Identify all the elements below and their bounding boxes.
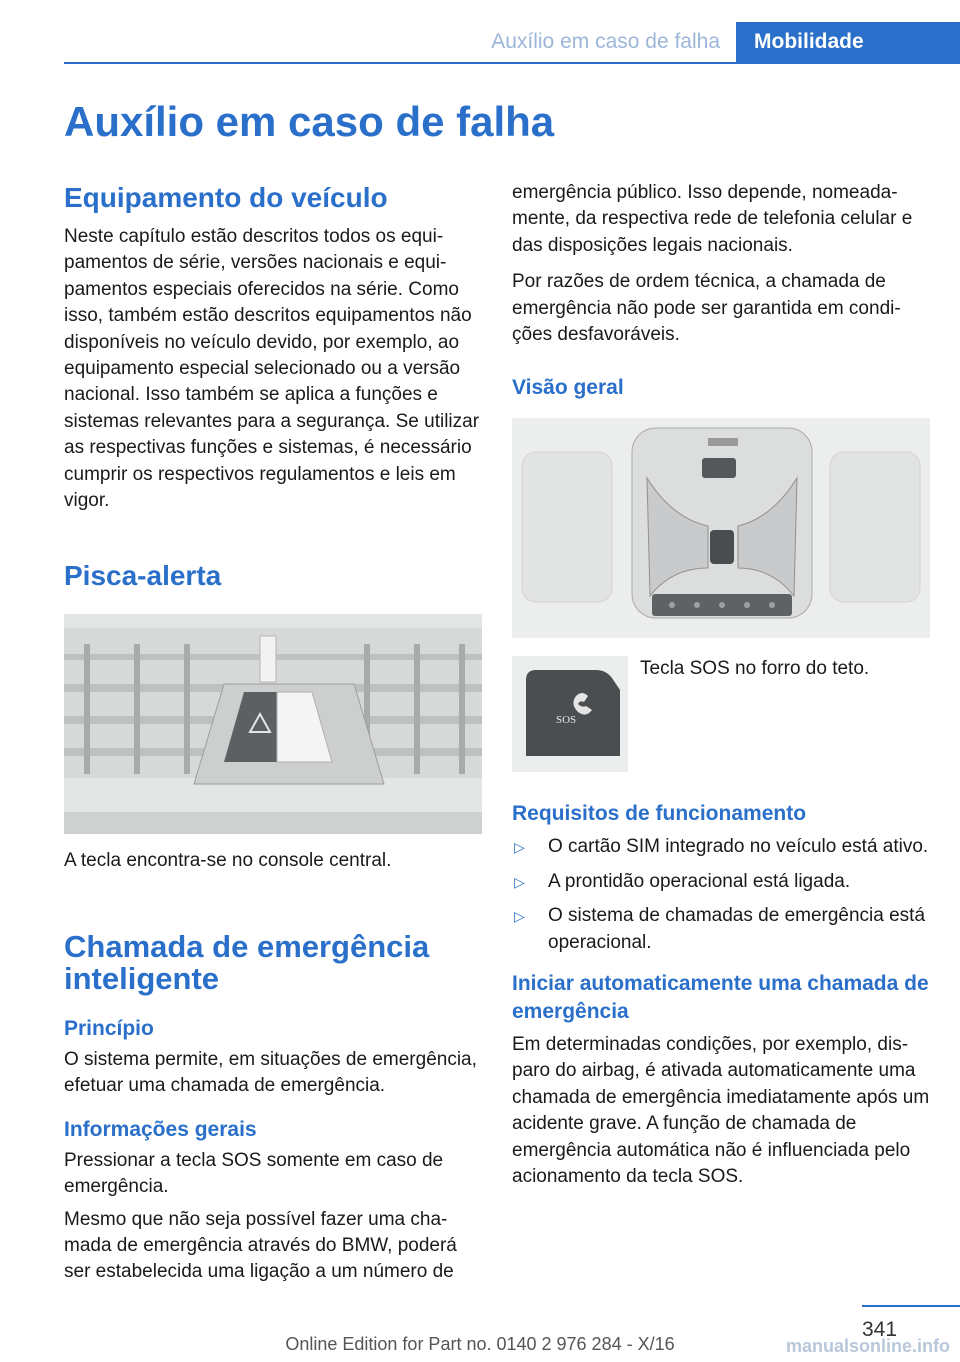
sos-button-image (512, 656, 628, 772)
paragraph-continuation: emergência público. Isso depende, nomeadamente, da respectiva rede de telefonia celular e das disposições legais nacionais. (512, 182, 913, 256)
paragraph-info-1: Pressionar a tecla SOS somente em caso de emergência. (64, 1149, 444, 1198)
paragraph-razoes: Por razões de ordem técnica, a chamada de emergência não pode ser garantida em condições desfavoráveis. (512, 271, 901, 346)
paragraph-equipamento: Neste capítulo estão descritos todos os equipamentos de série, versões nacionais e equipamentos especiais oferecidos na série. Como isso, também estão descritos equipamentos não disponíveis no veículo devido, por exemplo, ao equipamento especial selecionado ou a versão nacional. Isso também se aplica a funções e sistemas relevantes para a segurança. Se utilizar as respectivas funções e sistemas, é necessário cumprir os respectivos regulamentos e leis em vigor. (64, 226, 480, 512)
page-number: 341 (862, 1318, 898, 1341)
list-item-text: A prontidão operacional está ligada. (548, 870, 851, 892)
overhead-console-image (512, 418, 930, 638)
watermark: manualsonline.info (785, 1336, 950, 1356)
requirements-list (512, 834, 930, 956)
paragraph-principio: O sistema permite, em situações de emergência, efetuar uma chamada de emergência. (64, 1048, 477, 1097)
header-tab-mobilidade[interactable]: Mobilidade (736, 22, 960, 64)
header-rule (64, 62, 960, 64)
list-item (512, 869, 930, 895)
footer-rule (862, 1305, 960, 1307)
heading-requisitos: Requisitos de funcionamento (512, 802, 807, 826)
list-item (512, 903, 930, 956)
heading-principio: Princípio (64, 1016, 154, 1040)
hazard-button-image (64, 614, 482, 834)
caption-pisca-alerta: A tecla encontra-se no console central. (64, 850, 392, 872)
left-column (64, 180, 482, 1286)
list-item-text: O cartão SIM integrado no veículo está ativo. (548, 836, 929, 858)
heading-pisca-alerta: Pisca-alerta (64, 560, 222, 592)
triangle-bullet-icon: ▷ (514, 908, 525, 925)
header-section-title: Auxílio em caso de falha (491, 30, 720, 53)
paragraph-info-2: Mesmo que não seja possível fazer uma chamada de emergência através do BMW, poderá ser estabelecida uma ligação a um número de (64, 1208, 457, 1283)
paragraph-iniciar: Em determinadas condições, por exemplo, disparo do airbag, é ativada automaticamente uma chamada de emergência imediatamente após um acidente grave. A função de chamada de emergência automática não é influenciada pelo acionamento da tecla SOS. (512, 1034, 930, 1188)
heading-equipamento: Equipamento do veículo (64, 182, 388, 213)
sos-label: SOS (556, 714, 577, 727)
caption-tecla-sos: Tecla SOS no forro do teto. (640, 658, 870, 680)
edition-note: Online Edition for Part no. 0140 2 976 284 - X/16 (285, 1334, 675, 1354)
page-title: Auxílio em caso de falha (64, 98, 555, 145)
heading-chamada-emergencia: Chamada de emergência inteligente (64, 928, 430, 996)
sos-figure (512, 656, 930, 786)
triangle-bullet-icon: ▷ (514, 839, 525, 856)
heading-visao-geral: Visão geral (512, 376, 624, 400)
list-item-text: O sistema de chamadas de emergência está operacional. (548, 905, 926, 953)
list-item (512, 834, 930, 860)
right-column (512, 180, 930, 1191)
triangle-bullet-icon: ▷ (514, 873, 525, 890)
heading-informacoes-gerais: Informações gerais (64, 1117, 257, 1141)
heading-iniciar-automaticamente: Iniciar automaticamente uma chamada de emergência (512, 972, 929, 1024)
